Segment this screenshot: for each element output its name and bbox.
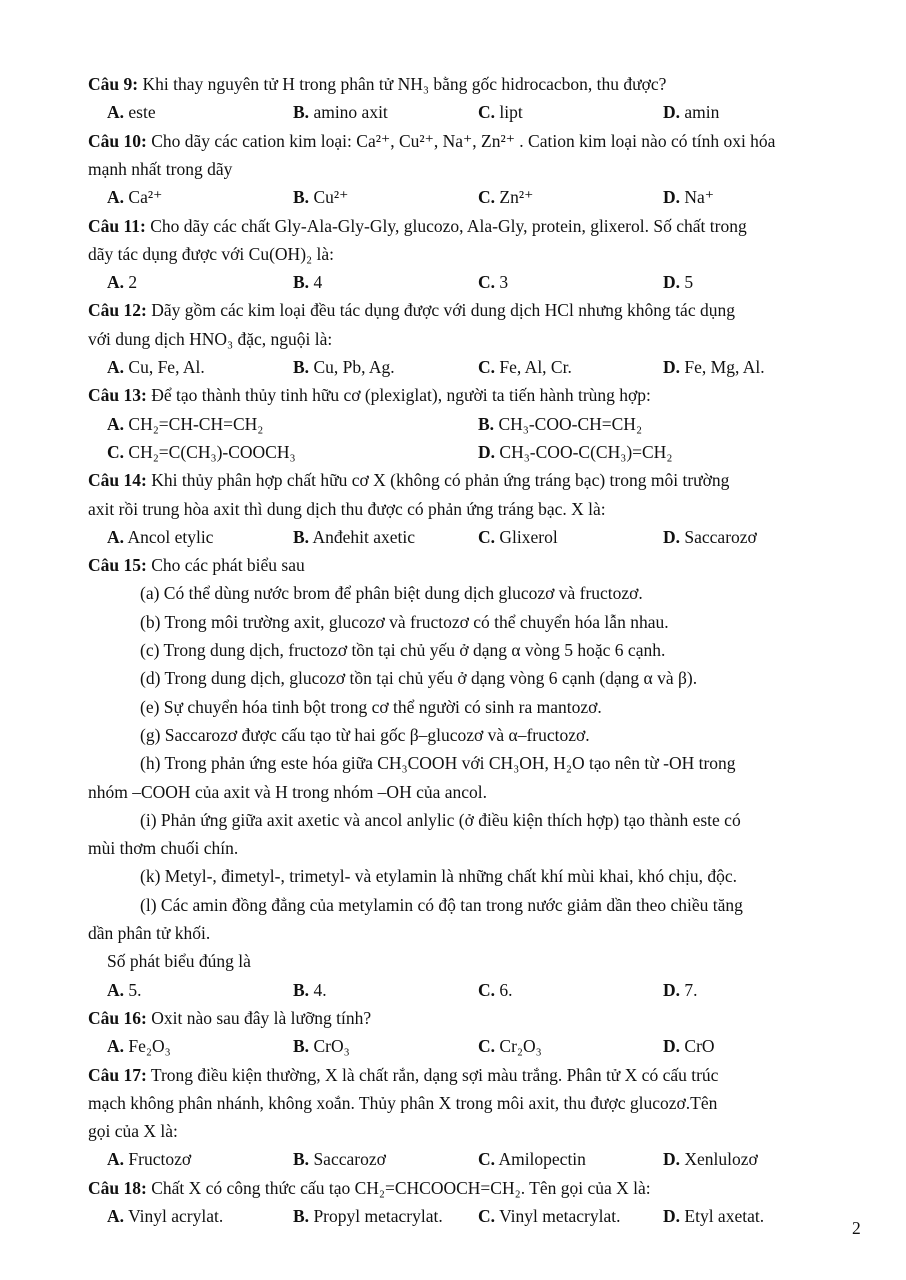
- statement-text: (d) Trong dung dịch, glucozơ tồn tại chủ yếu ở dạng vòng 6 cạnh (dạng α và β).: [140, 668, 698, 688]
- question-text: Trong điều kiện thường, X là chất rắn, dạng sợi màu trắng. Phân tử X có cấu trúc: [150, 1065, 719, 1085]
- question-stem: [88, 70, 666, 98]
- question-text: Cho dãy các cation kim loại: Ca²⁺, Cu²⁺, Na⁺, Zn²⁺ . Cation kim loại nào có tính oxi hóa: [151, 131, 776, 151]
- statement-text: (g) Saccarozơ được cấu tạo từ hai gốc β–glucozơ và α–fructozơ.: [140, 725, 590, 745]
- option-text: Cr₂O₃: [499, 1036, 542, 1056]
- question-line: [0, 1089, 906, 1117]
- question-text: Cho dãy các chất Gly-Ala-Gly-Gly, glucozo, Ala-Gly, protein, glixerol. Số chất trong: [150, 216, 747, 236]
- page-number: 2: [852, 1218, 861, 1238]
- option-letter: B.: [293, 1036, 310, 1056]
- statement-text: (k) Metyl-, đimetyl-, trimetyl- và etylamin là những chất khí mùi khai, khó chịu, độc.: [140, 866, 738, 886]
- option-letter: D.: [663, 272, 681, 292]
- option-letter: C.: [478, 357, 496, 377]
- option-letter: C.: [478, 527, 496, 547]
- statement-text: (e) Sự chuyển hóa tinh bột trong cơ thể người có sinh ra mantozơ.: [140, 697, 602, 717]
- option-text: Etyl axetat.: [684, 1206, 765, 1226]
- option-text: 3: [499, 272, 509, 292]
- option-letter: A.: [107, 1149, 125, 1169]
- option-text: Cu, Pb, Ag.: [313, 357, 395, 377]
- option-text: Fe, Al, Cr.: [499, 357, 572, 377]
- statement-line: [0, 778, 906, 806]
- option-text: CH₃-COO-CH=CH₂: [498, 414, 643, 434]
- options-row: [0, 410, 906, 438]
- option-c: [107, 438, 296, 466]
- options-row: [0, 268, 906, 296]
- option-letter: D.: [663, 980, 681, 1000]
- option-c: [478, 1145, 586, 1173]
- options-row: [0, 1202, 906, 1230]
- statement-line: [0, 608, 906, 636]
- question-line: [0, 1174, 906, 1202]
- options-row: [0, 353, 906, 381]
- option-a: [107, 976, 142, 1004]
- question-line: [0, 1117, 906, 1145]
- option-b: [293, 1202, 443, 1230]
- option-b: [293, 268, 322, 296]
- option-d: [663, 523, 757, 551]
- option-text: Saccarozơ: [684, 527, 757, 547]
- option-a: [107, 98, 156, 126]
- option-text: CH₂=CH-CH=CH₂: [128, 414, 264, 434]
- option-letter: A.: [107, 357, 125, 377]
- option-letter: C.: [107, 442, 125, 462]
- option-text: Zn²⁺: [499, 187, 534, 207]
- option-c: [478, 976, 513, 1004]
- option-letter: C.: [478, 1206, 496, 1226]
- question-stem: [88, 381, 651, 409]
- question-stem: [88, 1061, 718, 1089]
- option-letter: B.: [293, 1206, 310, 1226]
- question-text-continued: mạnh nhất trong dãy: [88, 159, 233, 179]
- option-letter: D.: [663, 187, 681, 207]
- option-text: 5: [684, 272, 694, 292]
- options-row: [0, 438, 906, 466]
- question-stem: [88, 466, 729, 494]
- options-row: [0, 183, 906, 211]
- option-letter: D.: [663, 1206, 681, 1226]
- option-a: [107, 353, 205, 381]
- option-text: Fe₂O₃: [128, 1036, 171, 1056]
- option-text: Fe, Mg, Al.: [684, 357, 765, 377]
- statement-line: [0, 664, 906, 692]
- option-d: [663, 353, 765, 381]
- question-stem: [88, 296, 735, 324]
- option-b: [478, 410, 642, 438]
- question-stem: [88, 1004, 371, 1032]
- option-letter: A.: [107, 1036, 125, 1056]
- option-letter: B.: [478, 414, 495, 434]
- option-d: [663, 1145, 758, 1173]
- options-row: [0, 523, 906, 551]
- statement-line: [0, 891, 906, 919]
- option-d: [663, 1202, 764, 1230]
- option-text: 2: [128, 272, 138, 292]
- question-label: Câu 9:: [88, 74, 139, 94]
- question-line: [0, 155, 906, 183]
- option-c: [478, 353, 572, 381]
- option-text: CH₂=C(CH₃)-COOCH₃: [128, 442, 296, 462]
- option-letter: B.: [293, 272, 310, 292]
- question-line: [0, 70, 906, 98]
- question-text: Khi thay nguyên tử H trong phân tử NH₃ bằng gốc hidrocacbon, thu được?: [142, 74, 667, 94]
- question-line: [0, 1004, 906, 1032]
- statement-line: [0, 806, 906, 834]
- question-stem: [88, 212, 747, 240]
- question-text: Dãy gồm các kim loại đều tác dụng được với dung dịch HCl nhưng không tác dụng: [151, 300, 735, 320]
- question-label: Câu 17:: [88, 1065, 147, 1085]
- option-text: Na⁺: [684, 187, 715, 207]
- option-a: [107, 1145, 191, 1173]
- option-letter: B.: [293, 980, 310, 1000]
- option-d: [663, 268, 693, 296]
- question-label: Câu 14:: [88, 470, 147, 490]
- question-line: [0, 551, 906, 579]
- question-prompt: Số phát biểu đúng là: [107, 951, 251, 971]
- statement-line: [0, 721, 906, 749]
- option-b: [293, 98, 388, 126]
- option-letter: C.: [478, 272, 496, 292]
- option-letter: D.: [663, 1036, 681, 1056]
- option-b: [293, 353, 395, 381]
- option-text: Cu²⁺: [313, 187, 349, 207]
- option-text: Propyl metacrylat.: [313, 1206, 443, 1226]
- statement-line: [0, 636, 906, 664]
- statement-text: (h) Trong phản ứng este hóa giữa CH₃COOH với CH₃OH, H₂O tạo nên từ -OH trong: [140, 753, 736, 773]
- option-text: Ca²⁺: [128, 187, 163, 207]
- statement-text: (a) Có thể dùng nước brom để phân biệt dung dịch glucozơ và fructozơ.: [140, 583, 643, 603]
- statement-text: (c) Trong dung dịch, fructozơ tồn tại chủ yếu ở dạng α vòng 5 hoặc 6 cạnh.: [140, 640, 666, 660]
- option-letter: A.: [107, 414, 125, 434]
- option-text: Anđehit axetic: [312, 527, 416, 547]
- option-a: [107, 183, 162, 211]
- options-row: [0, 1145, 906, 1173]
- option-a: [107, 1032, 171, 1060]
- option-letter: D.: [663, 102, 681, 122]
- question-text-continued: gọi của X là:: [88, 1121, 178, 1141]
- options-row: [0, 1032, 906, 1060]
- option-letter: A.: [107, 102, 125, 122]
- option-text: 7.: [684, 980, 698, 1000]
- option-letter: A.: [107, 980, 125, 1000]
- question-label: Câu 15:: [88, 555, 147, 575]
- option-letter: B.: [293, 357, 310, 377]
- question-line: [0, 296, 906, 324]
- question-line: [0, 325, 906, 353]
- option-a: [107, 410, 263, 438]
- statement-line: [0, 919, 906, 947]
- option-text: Xenlulozơ: [684, 1149, 758, 1169]
- option-b: [293, 1032, 350, 1060]
- option-text: amino axit: [313, 102, 388, 122]
- options-row: [0, 976, 906, 1004]
- option-c: [478, 183, 533, 211]
- option-d: [663, 976, 698, 1004]
- option-c: [478, 98, 523, 126]
- option-d: [663, 98, 719, 126]
- question-text: Cho các phát biểu sau: [151, 555, 305, 575]
- option-letter: A.: [107, 527, 125, 547]
- question-label: Câu 13:: [88, 385, 147, 405]
- option-letter: C.: [478, 187, 496, 207]
- statement-text: dần phân tử khối.: [88, 923, 211, 943]
- option-c: [478, 268, 508, 296]
- question-label: Câu 18:: [88, 1178, 147, 1198]
- option-a: [107, 523, 213, 551]
- question-stem: [88, 551, 305, 579]
- statement-line: [0, 693, 906, 721]
- question-stem: [88, 1174, 651, 1202]
- option-d: [663, 1032, 715, 1060]
- question-line: [0, 240, 906, 268]
- option-text: Ancol etylic: [127, 527, 214, 547]
- option-b: [293, 183, 348, 211]
- option-text: lipt: [499, 102, 523, 122]
- statement-line: [0, 862, 906, 890]
- question-label: Câu 10:: [88, 131, 147, 151]
- question-text: Để tạo thành thủy tinh hữu cơ (plexiglat), người ta tiến hành trùng hợp:: [151, 385, 651, 405]
- option-text: 4.: [313, 980, 327, 1000]
- option-letter: C.: [478, 1149, 496, 1169]
- question-text-continued: với dung dịch HNO₃ đặc, nguội là:: [88, 329, 333, 349]
- option-letter: C.: [478, 980, 496, 1000]
- option-letter: A.: [107, 272, 125, 292]
- option-letter: C.: [478, 102, 496, 122]
- question-line: [0, 212, 906, 240]
- option-text: 5.: [128, 980, 142, 1000]
- option-d: [663, 183, 714, 211]
- option-text: 6.: [499, 980, 513, 1000]
- option-text: Vinyl metacrylat.: [499, 1206, 621, 1226]
- option-b: [293, 523, 415, 551]
- option-text: Vinyl acrylat.: [128, 1206, 224, 1226]
- question-line: [0, 127, 906, 155]
- option-letter: A.: [107, 187, 125, 207]
- question-line: [0, 381, 906, 409]
- statement-text: nhóm –COOH của axit và H trong nhóm –OH của ancol.: [88, 782, 488, 802]
- options-row: [0, 98, 906, 126]
- option-text: CH₃-COO-C(CH₃)=CH₂: [499, 442, 673, 462]
- option-c: [478, 523, 558, 551]
- option-a: [107, 1202, 223, 1230]
- question-label: Câu 11:: [88, 216, 146, 236]
- question-text-continued: dãy tác dụng được với Cu(OH)₂ là:: [88, 244, 334, 264]
- option-text: 4: [313, 272, 323, 292]
- statement-line: [0, 749, 906, 777]
- option-a: [107, 268, 137, 296]
- option-letter: B.: [293, 1149, 310, 1169]
- option-c: [478, 1202, 620, 1230]
- question-text: Oxit nào sau đây là lưỡng tính?: [151, 1008, 372, 1028]
- option-letter: B.: [293, 187, 310, 207]
- question-label: Câu 16:: [88, 1008, 147, 1028]
- option-letter: B.: [293, 527, 310, 547]
- option-letter: D.: [663, 357, 681, 377]
- option-letter: A.: [107, 1206, 125, 1226]
- option-letter: B.: [293, 102, 310, 122]
- option-text: Glixerol: [499, 527, 558, 547]
- option-letter: D.: [663, 1149, 681, 1169]
- option-letter: D.: [663, 527, 681, 547]
- option-text: Cu, Fe, Al.: [128, 357, 205, 377]
- option-text: CrO: [684, 1036, 715, 1056]
- statement-line: [0, 579, 906, 607]
- option-text: CrO₃: [313, 1036, 350, 1056]
- statement-text: (i) Phản ứng giữa axit axetic và ancol anlylic (ở điều kiện thích hợp) tạo thành este có: [140, 810, 741, 830]
- option-d: [478, 438, 672, 466]
- statement-text: mùi thơm chuối chín.: [88, 838, 239, 858]
- question-text: Chất X có công thức cấu tạo CH₂=CHCOOCH=CH₂. Tên gọi của X là:: [151, 1178, 651, 1198]
- statement-text: (l) Các amin đồng đẳng của metylamin có độ tan trong nước giảm dần theo chiều tăng: [140, 895, 743, 915]
- option-text: este: [128, 102, 156, 122]
- statement-line: [0, 834, 906, 862]
- option-c: [478, 1032, 542, 1060]
- question-stem: [88, 127, 775, 155]
- option-letter: C.: [478, 1036, 496, 1056]
- option-letter: D.: [478, 442, 496, 462]
- question-line: [0, 1061, 906, 1089]
- statement-text: (b) Trong môi trường axit, glucozơ và fructozơ có thể chuyển hóa lẫn nhau.: [140, 612, 669, 632]
- question-text-continued: axit rồi trung hòa axit thì dung dịch thu được có phản ứng tráng bạc. X là:: [88, 499, 606, 519]
- option-text: amin: [684, 102, 720, 122]
- question-line: [0, 495, 906, 523]
- question-text-continued: mạch không phân nhánh, không xoắn. Thủy phân X trong môi axit, thu được glucozơ.Tên: [88, 1093, 718, 1113]
- question-label: Câu 12:: [88, 300, 147, 320]
- option-b: [293, 976, 327, 1004]
- option-b: [293, 1145, 386, 1173]
- option-text: Fructozơ: [128, 1149, 192, 1169]
- question-text: Khi thủy phân hợp chất hữu cơ X (không có phản ứng tráng bạc) trong môi trường: [151, 470, 730, 490]
- option-text: Saccarozơ: [313, 1149, 386, 1169]
- option-text: Amilopectin: [498, 1149, 586, 1169]
- prompt-line: [0, 947, 906, 975]
- question-line: [0, 466, 906, 494]
